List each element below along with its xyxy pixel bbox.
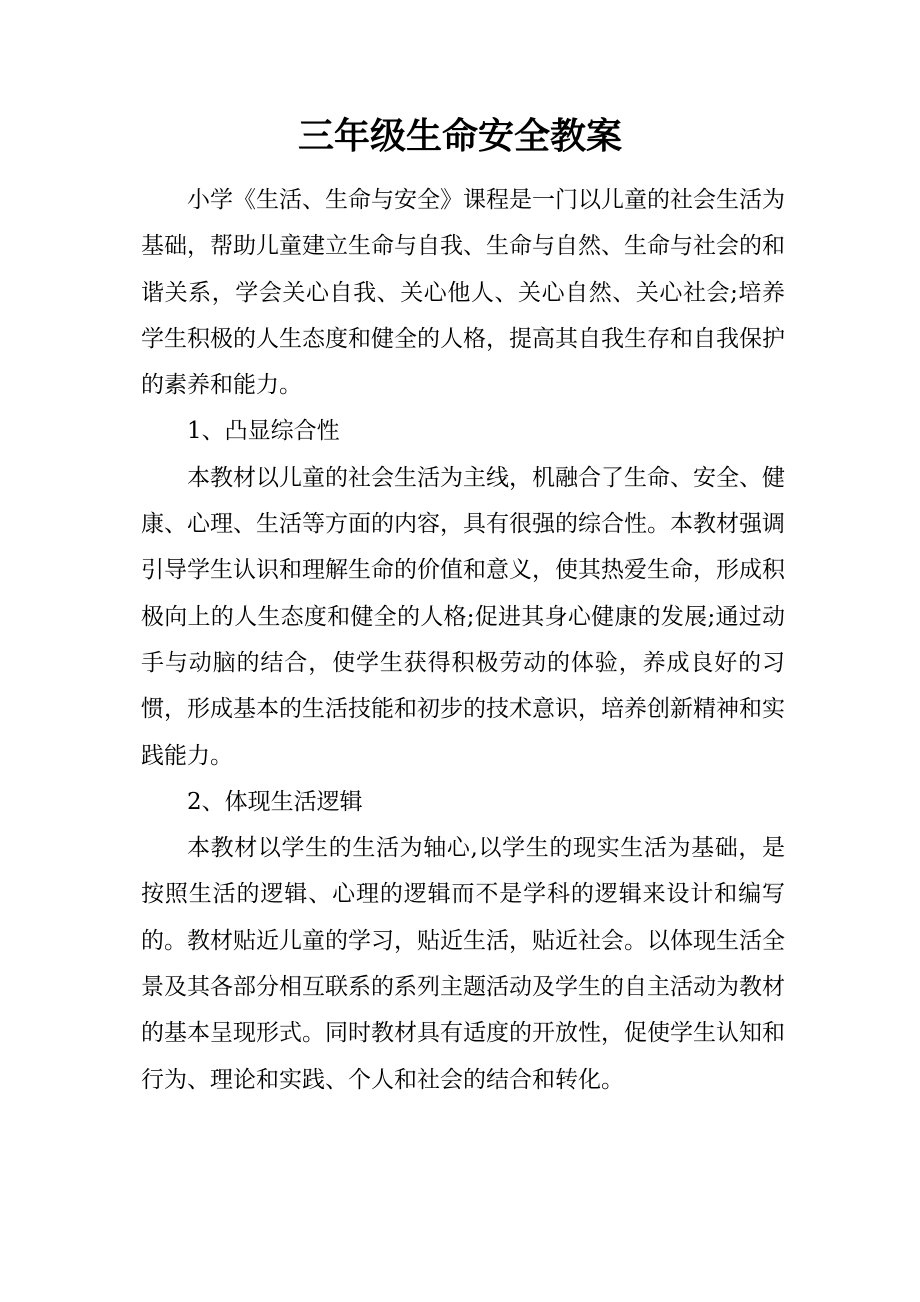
section-2-paragraph: 本教材以学生的生活为轴心,以学生的现实生活为基础，是按照生活的逻辑、心理的逻辑而不是学科的逻辑来设计和编写的。教材贴近儿童的学习，贴近生活，贴近社会。以体现生活全景及其各部分相互联系的系列主题活动及学生的自主活动为教材的基本呈现形式。同时教材具有适度的开放性，促使学生认知和行为、理论和实践、个人和社会的结合和转化。 [141,835,785,1093]
intro-paragraph: 小学《生活、生命与安全》课程是一门以儿童的社会生活为基础，帮助儿童建立生命与自我、生命与自然、生命与社会的和谐关系，学会关心自我、关心他人、关心自然、关心社会;培养学生积极的人生态度和健全的人格，提高其自我生存和自我保护的素养和能力。 [141,187,785,399]
section-1-paragraph: 本教材以儿童的社会生活为主线，机融合了生命、安全、健康、心理、生活等方面的内容，具有很强的综合性。本教材强调引导学生认识和理解生命的价值和意义，使其热爱生命，形成积极向上的人生态度和健全的人格;促进其身心健康的发展;通过动手与动脑的结合，使学生获得积极劳动的体验，养成良好的习惯，形成基本的生活技能和初步的技术意识，培养创新精神和实践能力。 [141,464,785,769]
document-title: 三年级生命安全教案 [297,115,622,157]
document-body [141,177,785,1103]
section-heading-2: 2、体现生活逻辑 [187,788,363,815]
section-heading-1: 1、凸显综合性 [187,418,340,445]
